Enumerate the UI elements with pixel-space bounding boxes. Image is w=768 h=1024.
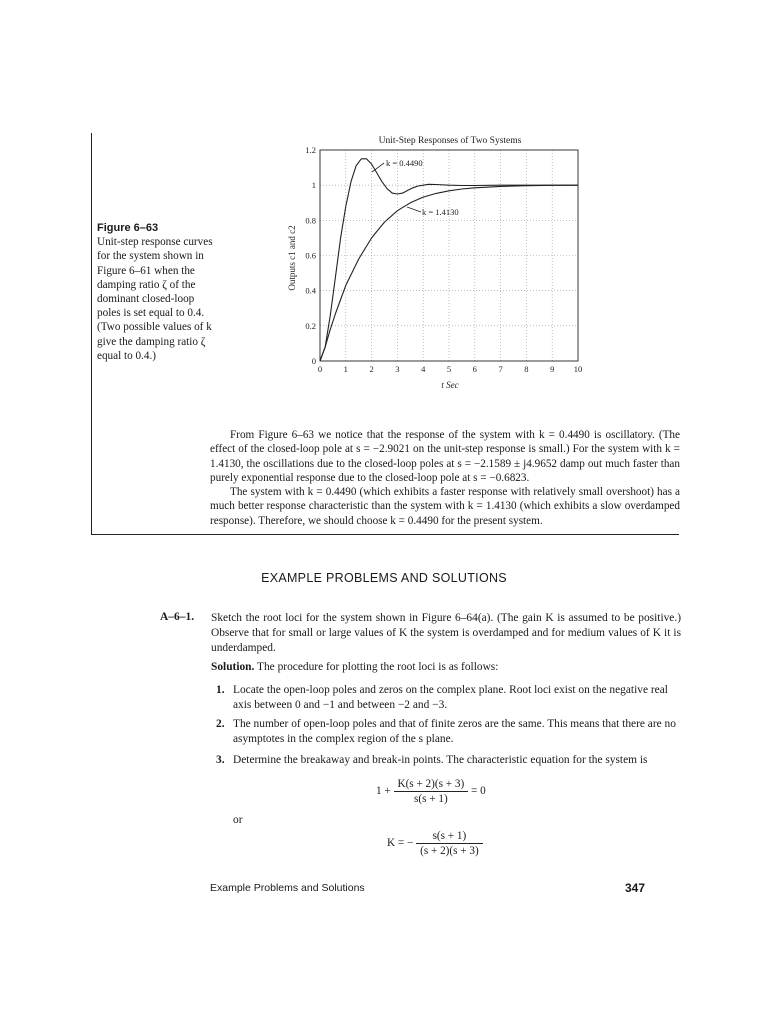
eq1-lhs: 1 +: [376, 785, 391, 798]
step-text: Locate the open-loop poles and zeros on the complex plane. Root loci exist on the negative real axis between 0 and −1 and between −2 and −3.: [233, 684, 668, 711]
equation-1: [376, 778, 486, 805]
solution-intro: [211, 660, 681, 675]
bottom-rule: [91, 534, 679, 535]
eq2-denominator: (s + 2)(s + 3): [420, 845, 479, 857]
figure-label: Figure 6–63: [97, 222, 159, 234]
annotation-arrow: [407, 207, 421, 212]
x-tick-label: 6: [472, 364, 477, 374]
step-1: [216, 683, 681, 713]
step-text: Determine the breakaway and break-in points. The characteristic equation for the system is: [233, 754, 648, 766]
annotation-k1: [372, 158, 423, 172]
chart-svg: [280, 130, 600, 395]
eq1-denominator: s(s + 1): [414, 793, 448, 805]
eq2-fraction: [416, 830, 483, 857]
y-tick-label: 0: [311, 356, 316, 366]
problem-text: Sketch the root loci for the system shown in Figure 6–64(a). (The gain K is assumed to be positive.) Observe that for small or large values of K the system is overdamped and for medium values of K it is underdamped.: [211, 612, 681, 654]
paragraph-1: From Figure 6–63 we notice that the response of the system with k = 0.4490 is oscillatory. (The effect of the closed-loop pole at s = −2.9021 on the unit-step response is small.) For the system with k = 1.4130, the oscillations due to the closed-loop poles at s = −2.1589 ± j4.9652 damp out much faster than purely exponential response due to the closed-loop pole at s = −0.6823.: [210, 429, 680, 484]
or-text: or: [233, 814, 243, 826]
problem-label: A–6–1.: [160, 611, 195, 623]
eq2-lhs: K = −: [387, 837, 414, 850]
step-number: 3.: [216, 754, 225, 766]
y-tick-label: 1: [311, 180, 316, 191]
running-footer: Example Problems and Solutions: [210, 882, 365, 894]
paragraph-2: The system with k = 0.4490 (which exhibits a faster response with relatively small overshoot) has a much better response characteristic than the system with k = 1.4130 (which exhibits a slow overdamped response). Therefore, we should choose k = 0.4490 for the present system.: [210, 486, 680, 527]
x-tick-label: 7: [498, 364, 503, 374]
annotation-k2: [407, 207, 459, 217]
chart-xlabel: t Sec: [441, 380, 459, 390]
chart-title: Unit-Step Responses of Two Systems: [378, 136, 522, 146]
solution-intro-text: The procedure for plotting the root loci is as follows:: [257, 661, 499, 673]
chart-ticks: [305, 145, 582, 374]
x-tick-label: 4: [421, 364, 426, 374]
x-tick-label: 2: [369, 364, 374, 374]
figure-caption: [97, 221, 217, 363]
x-tick-label: 3: [395, 364, 400, 374]
y-tick-label: 0.2: [305, 320, 316, 331]
x-tick-label: 0: [317, 364, 323, 374]
eq2-numerator: s(s + 1): [416, 830, 483, 844]
x-tick-label: 8: [524, 364, 529, 374]
annotation-label: k = 1.4130: [422, 207, 459, 217]
step-2: [216, 717, 681, 747]
x-tick-label: 10: [573, 364, 583, 374]
discussion: [210, 428, 680, 528]
eq1-fraction: [394, 778, 469, 805]
page-number: 347: [625, 881, 646, 895]
solution-label: Solution.: [211, 661, 255, 673]
eq1-numerator: K(s + 2)(s + 3): [394, 778, 469, 792]
chart-grid: [320, 150, 578, 361]
figure-caption-text: Unit-step response curves for the system shown in Figure 6–61 when the damping ratio ζ of the dominant closed-loop poles is set equal to 0.4. (Two possible values of k give the damping ratio ζ equal to 0.4.): [97, 236, 213, 362]
step-3: [216, 753, 681, 768]
chart-ylabel: Outputs c1 and c2: [287, 225, 297, 291]
step-text: The number of open-loop poles and that of finite zeros are the same. This means that there are no asymptotes in the complex region of the s plane.: [233, 718, 676, 745]
y-tick-label: 0.6: [305, 250, 316, 261]
y-tick-label: 0.8: [305, 215, 316, 226]
annotation-label: k = 0.4490: [386, 158, 423, 168]
section-title: EXAMPLE PROBLEMS AND SOLUTIONS: [261, 571, 507, 585]
left-margin-rule: [91, 133, 92, 535]
step-response-chart: [280, 130, 600, 400]
step-number: 2.: [216, 718, 225, 730]
x-tick-label: 9: [550, 364, 555, 374]
x-tick-label: 5: [446, 364, 452, 374]
y-tick-label: 0.4: [305, 285, 316, 296]
x-tick-label: 1: [343, 364, 348, 374]
step-number: 1.: [216, 684, 225, 696]
y-tick-label: 1.2: [305, 145, 316, 155]
eq1-rhs: = 0: [470, 785, 486, 798]
equation-2: [387, 830, 483, 857]
